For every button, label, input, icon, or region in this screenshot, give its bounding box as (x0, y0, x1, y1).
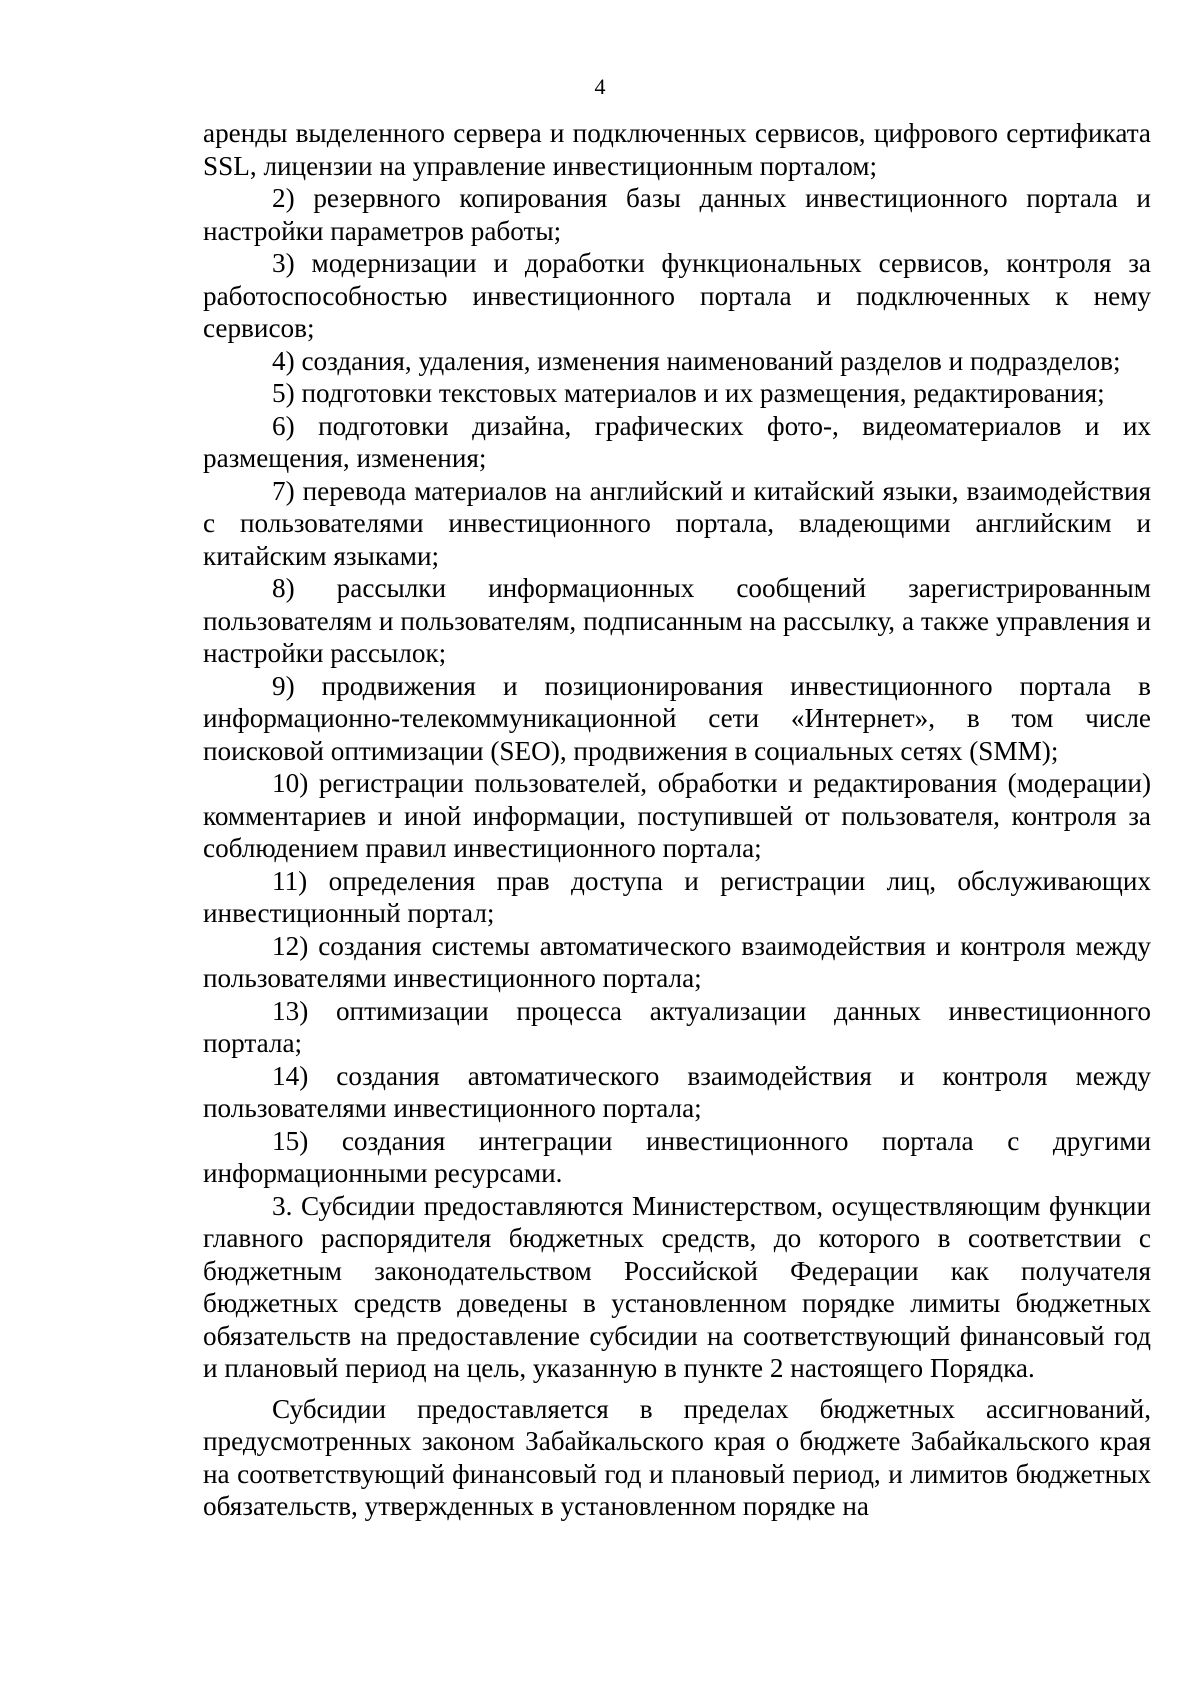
list-item-9: 9) продвижения и позиционирования инвестиционного портала в информационно-телекоммуникационной сети «Интернет», в том числе поисковой оптимизации (SEO), продвижения в социальных сетях (SMM); (203, 670, 1151, 766)
section-3-paragraph: 3. Субсидии предоставляются Министерством, осуществляющим функции главного распорядителя бюджетных средств, до которого в соответствии с бюджетным законодательством Российской Федерации как получателя бюджетных средств доведены в установленном порядке лимиты бюджетных обязательств на предоставление субсидии на соответствующий финансовый год и плановый период на цель, указанную в пункте 2 настоящего Порядка. (203, 1190, 1151, 1383)
list-item-11: 11) определения прав доступа и регистрации лиц, обслуживающих инвестиционный портал; (203, 865, 1151, 928)
list-item-12: 12) создания системы автоматического взаимодействия и контроля между пользователями инвестиционного портала; (203, 930, 1151, 993)
list-item-6: 6) подготовки дизайна, графических фото-, видеоматериалов и их размещения, изменения; (203, 410, 1151, 473)
subsidy-limits-paragraph: Субсидии предоставляется в пределах бюджетных ассигнований, предусмотренных законом Забайкальского края о бюджете Забайкальского края на соответствующий финансовый год и плановый период, и лимитов бюджетных обязательств, утвержденных в установленном порядке на (203, 1393, 1151, 1521)
list-item-3: 3) модернизации и доработки функциональных сервисов, контроля за работоспособностью инвестиционного портала и подключенных к нему сервисов; (203, 248, 1151, 343)
list-item-14: 14) создания автоматического взаимодействия и контроля между пользователями инвестиционного портала; (203, 1060, 1151, 1123)
list-item-4: 4) создания, удаления, изменения наименований разделов и подразделов; (272, 345, 1121, 376)
list-item-8: 8) рассылки информационных сообщений зарегистрированным пользователям и пользователям, подписанным на рассылку, а также управления и настройки рассылок; (203, 573, 1151, 668)
page-number: 4 (594, 74, 606, 99)
list-item-5: 5) подготовки текстовых материалов и их размещения, редактирования; (272, 378, 1105, 408)
list-item-2: 2) резервного копирования базы данных инвестиционного портала и настройки параметров работы; (203, 183, 1151, 246)
list-item-15: 15) создания интеграции инвестиционного портала с другими информационными ресурсами. (203, 1125, 1151, 1188)
list-item-10: 10) регистрации пользователей, обработки и редактирования (модерации) комментариев и иной информации, поступившей от пользователя, контроля за соблюдением правил инвестиционного портала; (203, 768, 1151, 863)
list-item-13: 13) оптимизации процесса актуализации данных инвестиционного портала; (203, 995, 1151, 1058)
paragraph-continuation: аренды выделенного сервера и подключенных сервисов, цифрового сертификата SSL, лицензии на управление инвестиционным порталом; (203, 118, 1151, 181)
document-body (203, 117, 1151, 1523)
list-item-7: 7) перевода материалов на английский и китайский языки, взаимодействия с пользователями инвестиционного портала, владеющими английским и китайским языками; (203, 475, 1151, 571)
